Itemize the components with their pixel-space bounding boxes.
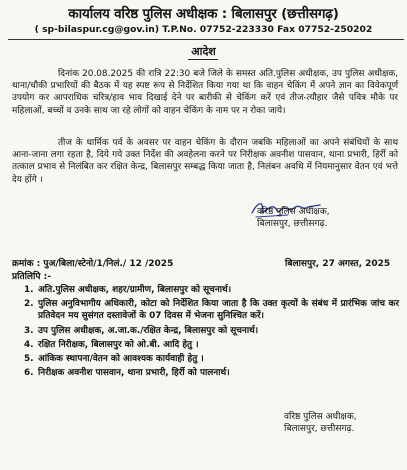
copy-to-label: प्रतिलिपि :- [12, 272, 51, 282]
signature-block-1 [257, 206, 330, 230]
list-item-text: निरीक्षक अवनीश पासवान, थाना प्रभारी, हिर्री को पालनार्थ। [38, 368, 230, 379]
signature-block-2 [284, 411, 357, 435]
contact-line: ( sp-bilaspur.cg@gov.in) T.P.No. 07752-223330 Fax 07752-250202 [34, 24, 373, 35]
list-item-number: 2. [24, 299, 34, 310]
list-item-text: अति.पुलिस अधीक्षक, शहर/ग्रामीण, बिलासपुर को सूचनार्थ। [38, 285, 232, 295]
signatory-designation: वरिष्ठ पुलिस अधीक्षक, [257, 207, 330, 217]
order-heading-underline [188, 59, 218, 60]
signatory-location: बिलासपुर, छत्तीसगढ़. [257, 219, 328, 229]
header-divider [8, 39, 404, 40]
reference-number: क्रमांक : पुअ/बिला/स्टेनो/1/निलं./ 12 /2025 [12, 259, 174, 269]
order-paragraph-2: तीज के धार्मिक पर्व के अवसर पर वाहन चेकिंग के दौरान जबकि महिलाओं का अपने संबंधियों के साथ आना-जाना लगा रहता है, दिये गये उक्त निर्देश की अवहेलना करने पर निरीक्षक अवनीश पासवान, थाना प्रभारी, हिर्री को तत्काल प्रभाव से निलंबित कर रक्षित केन्द्र, बिलासपुर सम्बद्ध किया जाता है, निलंबन अवधि में नियमानुसार वेतन एवं भत्ते देय होंगे । [12, 138, 398, 185]
office-title: कार्यालय वरिष्ठ पुलिस अधीक्षक : बिलासपुर (छत्तीसगढ़) [68, 6, 339, 22]
list-item [24, 284, 399, 296]
order-paragraph-1: दिनांक 20.08.2025 की रात्रि 22:30 बजे जिले के समस्त अति.पुलिस अधीक्षक, उप पुलिस अधीक्षक, थाना/चौकी प्रभारियों की बैठक में यह स्पष्ट रूप से निर्देशित किया गया था कि वाहन चेकिंग में अपने ज्ञान का विवेकपूर्ण उपयोग कर आपराधिक चरित्र/हाव भाव दिखाई देने पर बारीकी से चेकिंग करें एवं तीज-त्यौहार जैसे पवित्र मौके पर महिलाओं, बच्चों व उनके साथ जा रहे लोगों को वाहन चेकिंग के नाम पर न रोका जाये। [12, 69, 398, 116]
list-item-number: 4. [24, 339, 34, 350]
order-heading: आदेश [191, 45, 216, 58]
list-item [24, 353, 399, 365]
list-item-text: आंकिक स्थापना/वेतन को आवश्यक कार्यवाही हेतु । [38, 354, 204, 365]
list-item-number: 5. [24, 354, 34, 365]
copy-to-list [24, 284, 399, 381]
reference-date: बिलासपुर, 27 अगस्त, 2025 [285, 259, 391, 269]
list-item-number: 3. [24, 325, 34, 336]
list-item-text: पुलिस अनुविभागीय अधिकारी, कोटा को निर्देशित किया जाता है कि उक्त कृत्यों के संबंध में प्रारंभिक जांच कर प्रतिवेदन मय सुसंगत दस्तावेजों के 07 दिवस में भेजना सुनिश्चित करें। [38, 299, 399, 322]
signatory-location: बिलासपुर, छत्तीसगढ़. [284, 424, 355, 434]
list-item [24, 325, 399, 337]
list-item [24, 298, 399, 322]
list-item [24, 367, 399, 379]
signatory-designation: वरिष्ठ पुलिस अधीक्षक, [284, 412, 357, 422]
list-item-text: रक्षित निरीक्षक, बिलासपुर को ओ.बी. आदि हेतु । [38, 339, 199, 350]
list-item [24, 339, 399, 351]
list-item-number: 6. [24, 368, 34, 379]
list-item-number: 1. [24, 285, 34, 295]
list-item-text: उप पुलिस अधीक्षक, अ.जा.क./रक्षित केन्द्र, बिलासपुर को सूचनार्थ। [38, 325, 259, 336]
